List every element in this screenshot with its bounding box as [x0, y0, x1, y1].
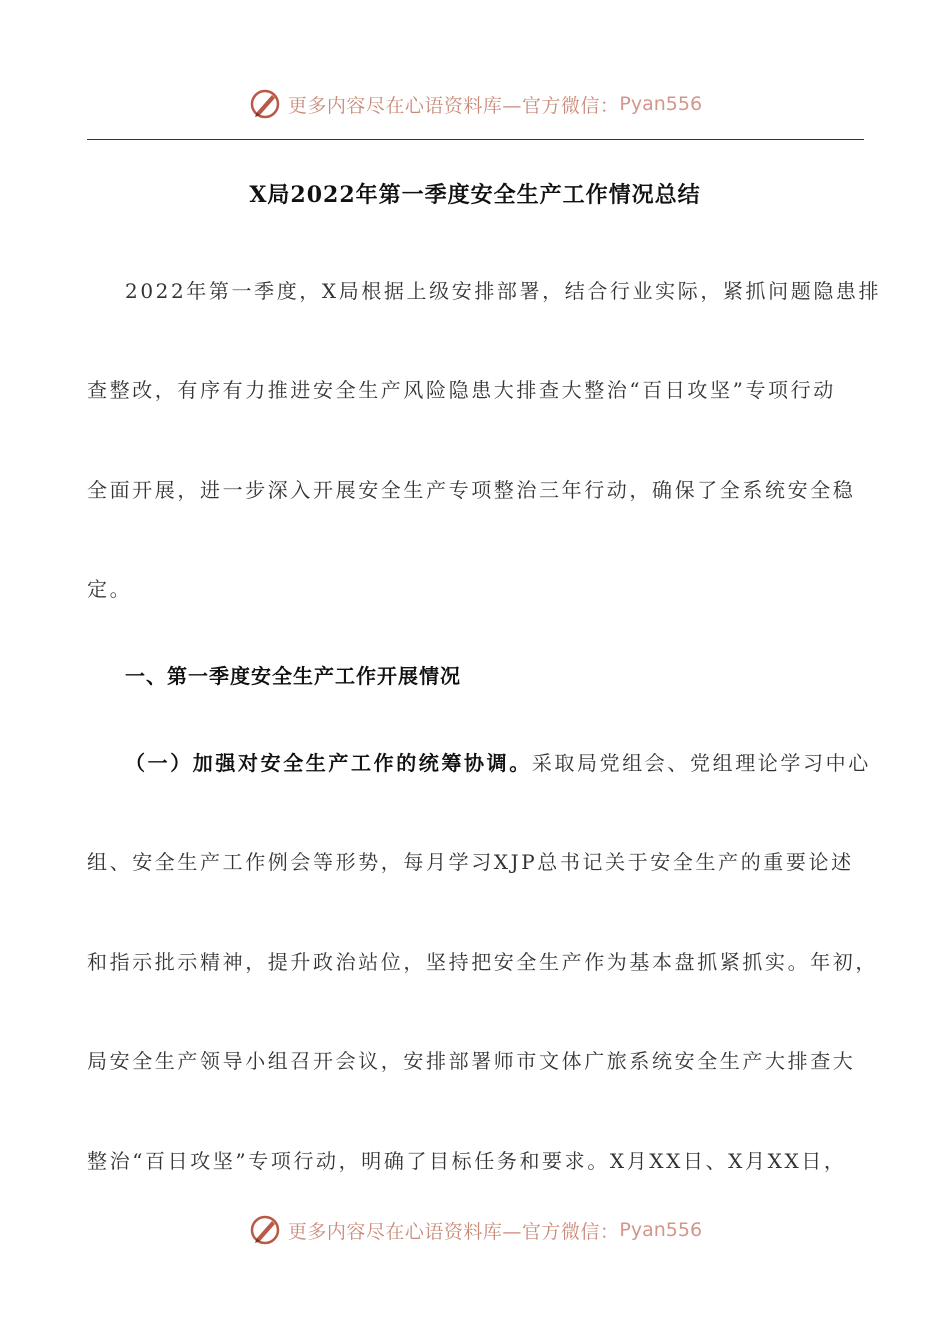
pen-logo-icon: [248, 87, 282, 121]
header-rule: [87, 139, 864, 140]
watermark-text: 更多内容尽在心语资料库—官方微信：: [287, 94, 620, 117]
section-heading: 一、第一季度安全生产工作开展情况: [125, 664, 461, 688]
paragraph-line: 查整改，有序有力推进安全生产风险隐患大排查大整治“百日攻坚”专项行动: [87, 378, 836, 402]
paragraph-line: 2022年第一季度，X局根据上级安排部署，结合行业实际，紧抓问题隐患排: [125, 279, 882, 303]
paragraph-line: 整治“百日攻坚”专项行动，明确了目标任务和要求。X月XX日、X月XX日，: [87, 1149, 847, 1173]
pen-logo-icon: [248, 1213, 282, 1247]
subsection-title: （一）加强对安全生产工作的统筹协调。: [125, 751, 532, 775]
watermark-banner-top: [0, 84, 950, 124]
paragraph-line: 全面开展，进一步深入开展安全生产专项整治三年行动，确保了全系统安全稳: [87, 478, 856, 502]
watermark-text: 更多内容尽在心语资料库—官方微信：: [287, 1220, 620, 1243]
watermark-wechat-id: Pyan556: [619, 93, 703, 115]
paragraph-line: 和指示批示精神，提升政治站位，坚持把安全生产作为基本盘抓紧抓实。年初，: [87, 950, 878, 974]
subsection-first-line: [125, 747, 871, 776]
subsection-text: 采取局党组会、党组理论学习中心: [531, 751, 871, 775]
document-title: X局2022年第一季度安全生产工作情况总结: [249, 182, 701, 208]
watermark-banner-bottom: [0, 1210, 950, 1250]
paragraph-line: 组、安全生产工作例会等形势，每月学习XJP总书记关于安全生产的重要论述: [87, 850, 854, 874]
paragraph-line: 定。: [87, 577, 133, 601]
watermark-wechat-id: Pyan556: [619, 1219, 703, 1241]
paragraph-line: 局安全生产领导小组召开会议，安排部署师市文体广旅系统安全生产大排查大: [87, 1049, 856, 1073]
